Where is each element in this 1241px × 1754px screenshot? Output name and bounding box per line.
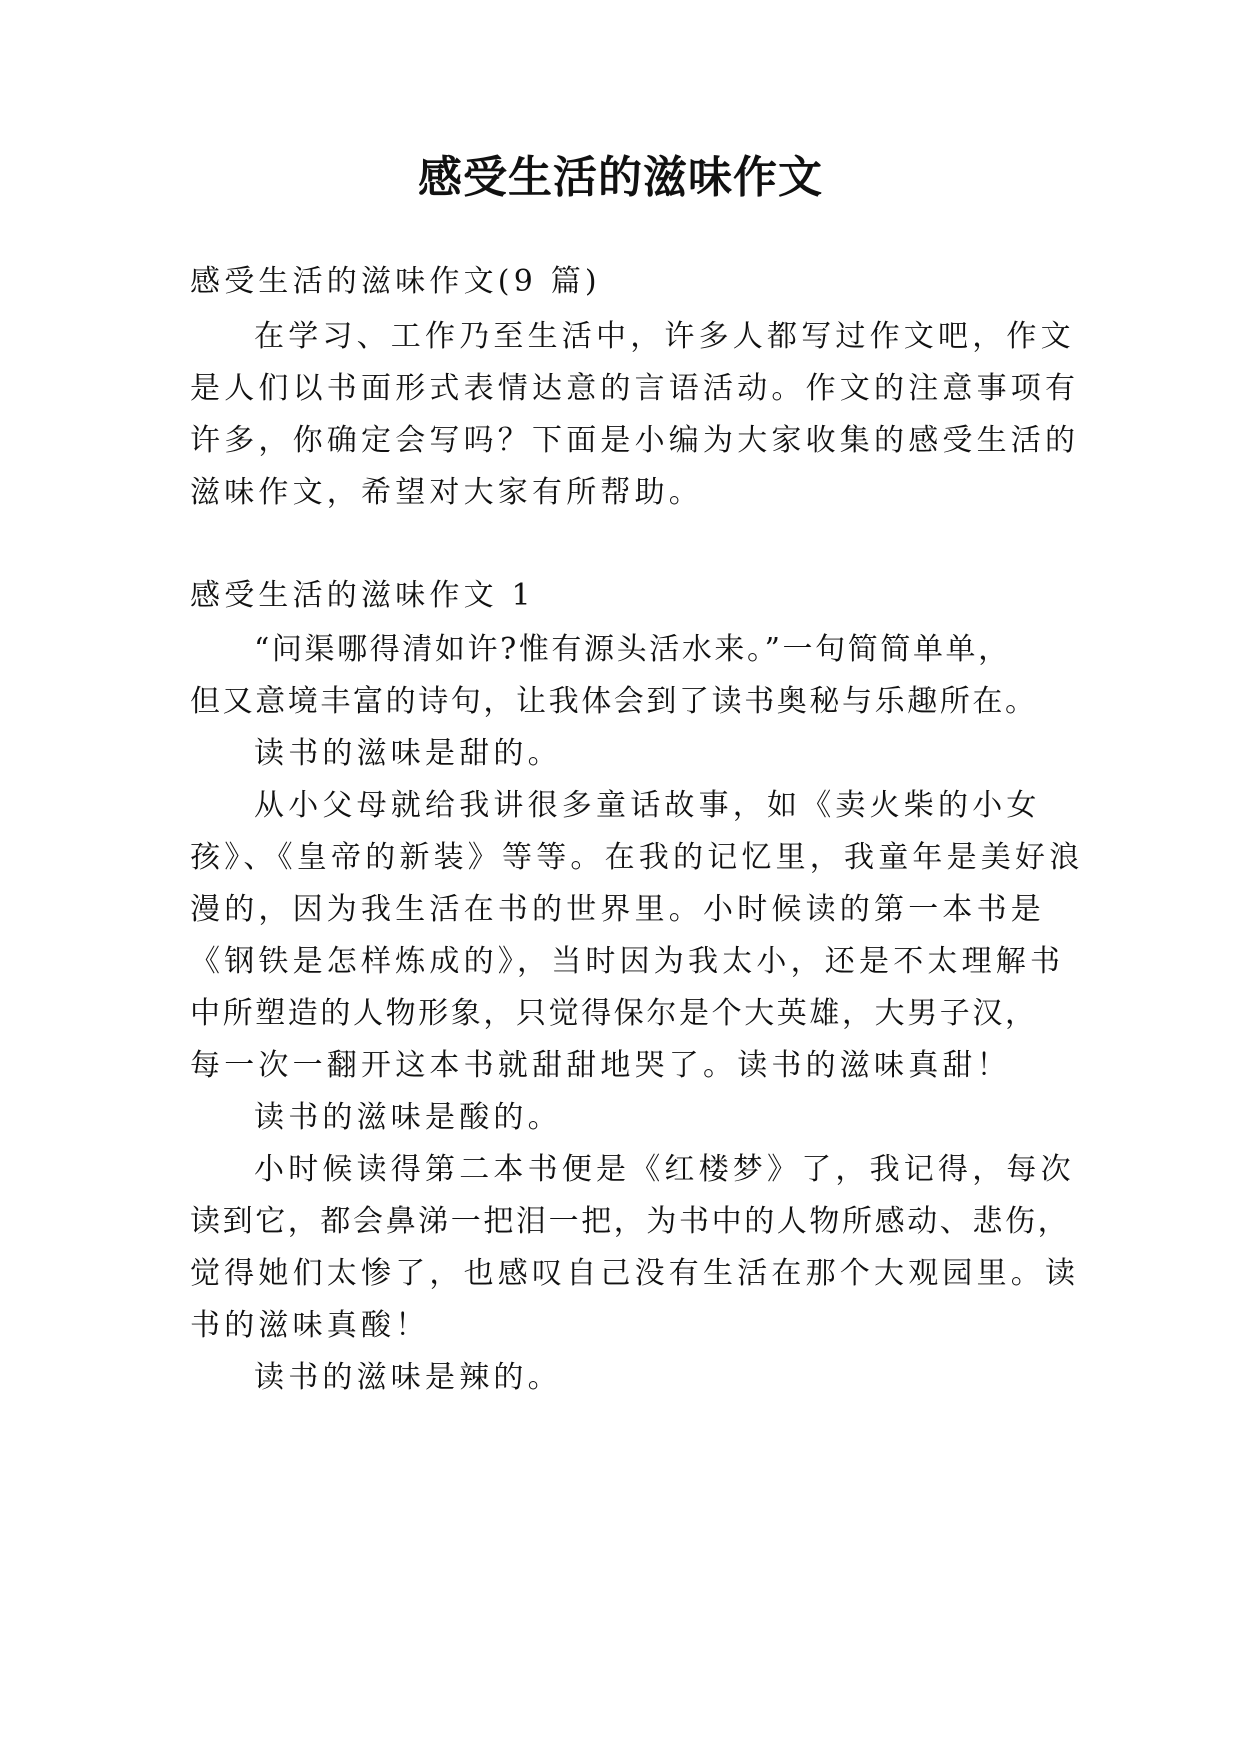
intro-line: 滋味作文，希望对大家有所帮助。 [190, 475, 703, 510]
body-line: 读到它，都会鼻涕一把泪一把，为书中的人物所感动、悲伤， [190, 1204, 1071, 1239]
body-line: 读书的滋味是辣的。 [254, 1360, 562, 1395]
section-heading: 感受生活的滋味作文 1 [190, 578, 535, 613]
body-line: 孩》、《皇帝的新装》等等。在我的记忆里，我童年是美好浪 [190, 840, 1084, 875]
body-line: 小时候读得第二本书便是《红楼梦》了，我记得，每次 [254, 1152, 1075, 1187]
body-line: 每一次一翻开这本书就甜甜地哭了。读书的滋味真甜！ [190, 1048, 1011, 1083]
body-line: 《钢铁是怎样炼成的》，当时因为我太小，还是不太理解书 [190, 944, 1065, 979]
body-line: 书的滋味真酸！ [190, 1308, 430, 1343]
body-line: 漫的，因为我生活在书的世界里。小时候读的第一本书是 [190, 892, 1045, 927]
body-line: 读书的滋味是甜的。 [254, 736, 562, 771]
page-title: 感受生活的滋味作文 [418, 152, 823, 203]
intro-line: 在学习、工作乃至生活中，许多人都写过作文吧，作文 [254, 319, 1075, 354]
body-line: 读书的滋味是酸的。 [254, 1100, 562, 1135]
intro-line: 许多，你确定会写吗？下面是小编为大家收集的感受生活的 [190, 423, 1080, 458]
body-line: 觉得她们太惨了，也感叹自己没有生活在那个大观园里。读 [190, 1256, 1080, 1291]
body-line: 中所塑造的人物形象，只觉得保尔是个大英雄，大男子汉， [190, 996, 1038, 1031]
intro-line: 是人们以书面形式表情达意的言语活动。作文的注意事项有 [190, 371, 1080, 406]
body-line: 但又意境丰富的诗句，让我体会到了读书奥秘与乐趣所在。 [190, 684, 1038, 719]
body-line: “问渠哪得清如许?惟有源头活水来。”一句简简单单， [254, 632, 1011, 667]
body-line: 从小父母就给我讲很多童话故事，如《卖火柴的小女 [254, 788, 1041, 823]
document-subtitle: 感受生活的滋味作文(9 篇) [190, 264, 601, 299]
